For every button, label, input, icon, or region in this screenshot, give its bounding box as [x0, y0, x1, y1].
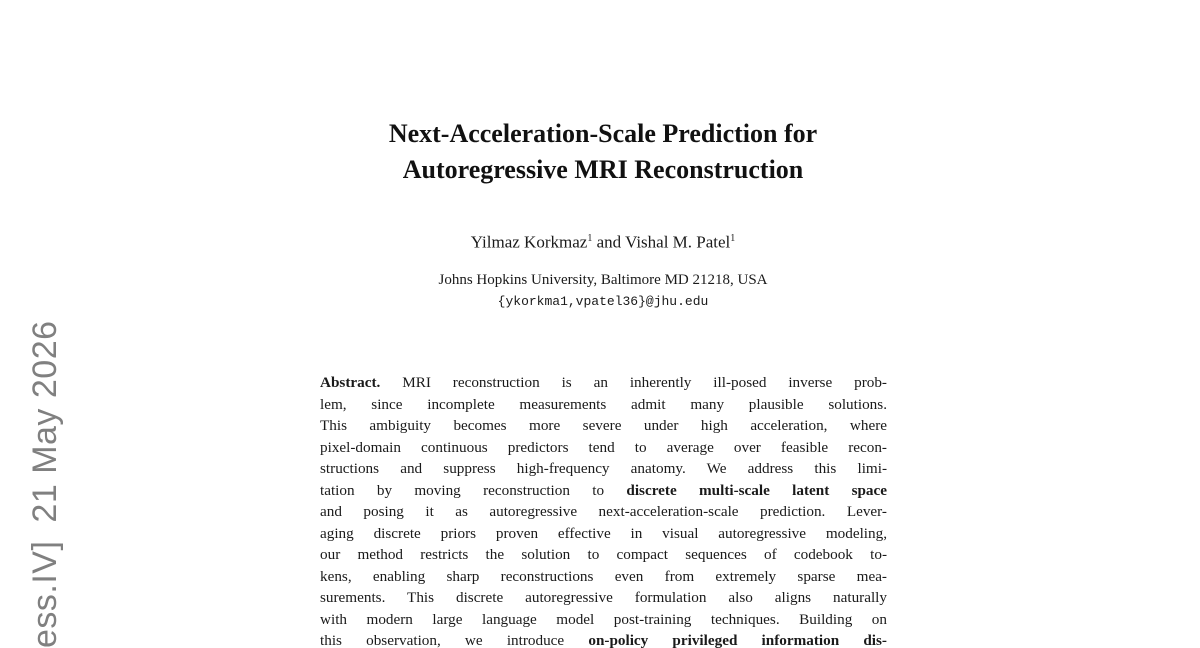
abstract-line: This ambiguity becomes more severe under high acceleration, where	[320, 417, 887, 434]
title-line-2: Autoregressive MRI Reconstruction	[402, 155, 804, 184]
author-list	[300, 228, 906, 254]
author-name: Yilmaz Korkmaz	[470, 232, 588, 252]
author-name: Vishal M. Patel	[625, 232, 731, 252]
abstract-line: surements. This discrete autoregressive formulation also aligns naturally	[320, 589, 887, 606]
abstract-line: with modern large language model post-training techniques. Building on	[320, 610, 887, 628]
author-affiliation-mark: 1	[587, 233, 593, 244]
abstract-text: MRI reconstruction is an inherently ill-posed inverse prob-	[380, 374, 887, 391]
author-affiliation-mark: 1	[730, 233, 736, 244]
abstract-heading: Abstract.	[320, 374, 381, 391]
arxiv-date: 21 May 2026	[26, 320, 64, 523]
abstract-text: this observation, we introduce	[320, 632, 589, 648]
abstract-line: structions and suppress high-frequency anatomy. We address this limi-	[320, 460, 887, 477]
abstract-line	[320, 480, 887, 502]
arxiv-category: ess.IV]	[26, 540, 64, 648]
abstract-line: our method restricts the solution to compact sequences of codebook to-	[320, 546, 887, 563]
abstract-line: pixel-domain continuous predictors tend to average over feasible recon-	[320, 438, 887, 456]
author-emails: {ykorkma1,vpatel36}@jhu.edu	[497, 294, 709, 309]
abstract-line: and posing it as autoregressive next-acceleration-scale prediction. Lever-	[320, 503, 887, 520]
abstract-line	[320, 630, 887, 648]
abstract-emphasis: discrete multi-scale latent space	[626, 481, 888, 499]
abstract-text: tation by moving reconstruction to	[320, 481, 627, 499]
abstract-emphasis: on-policy privileged information dis-	[588, 632, 887, 648]
arxiv-sidebar-stamp	[26, 320, 65, 648]
author-connector: and	[592, 232, 626, 252]
abstract	[320, 372, 887, 648]
abstract-line	[320, 372, 887, 394]
abstract-line: lem, since incomplete measurements admit many plausible solutions.	[320, 395, 887, 413]
affiliation: Johns Hopkins University, Baltimore MD 21218, USA	[438, 272, 768, 288]
paper-title	[300, 116, 906, 188]
abstract-line: aging discrete priors proven effective in visual autoregressive modeling,	[320, 524, 887, 542]
abstract-line: kens, enabling sharp reconstructions even from extremely sparse mea-	[320, 567, 887, 585]
title-line-1: Next-Acceleration-Scale Prediction for	[388, 119, 818, 148]
